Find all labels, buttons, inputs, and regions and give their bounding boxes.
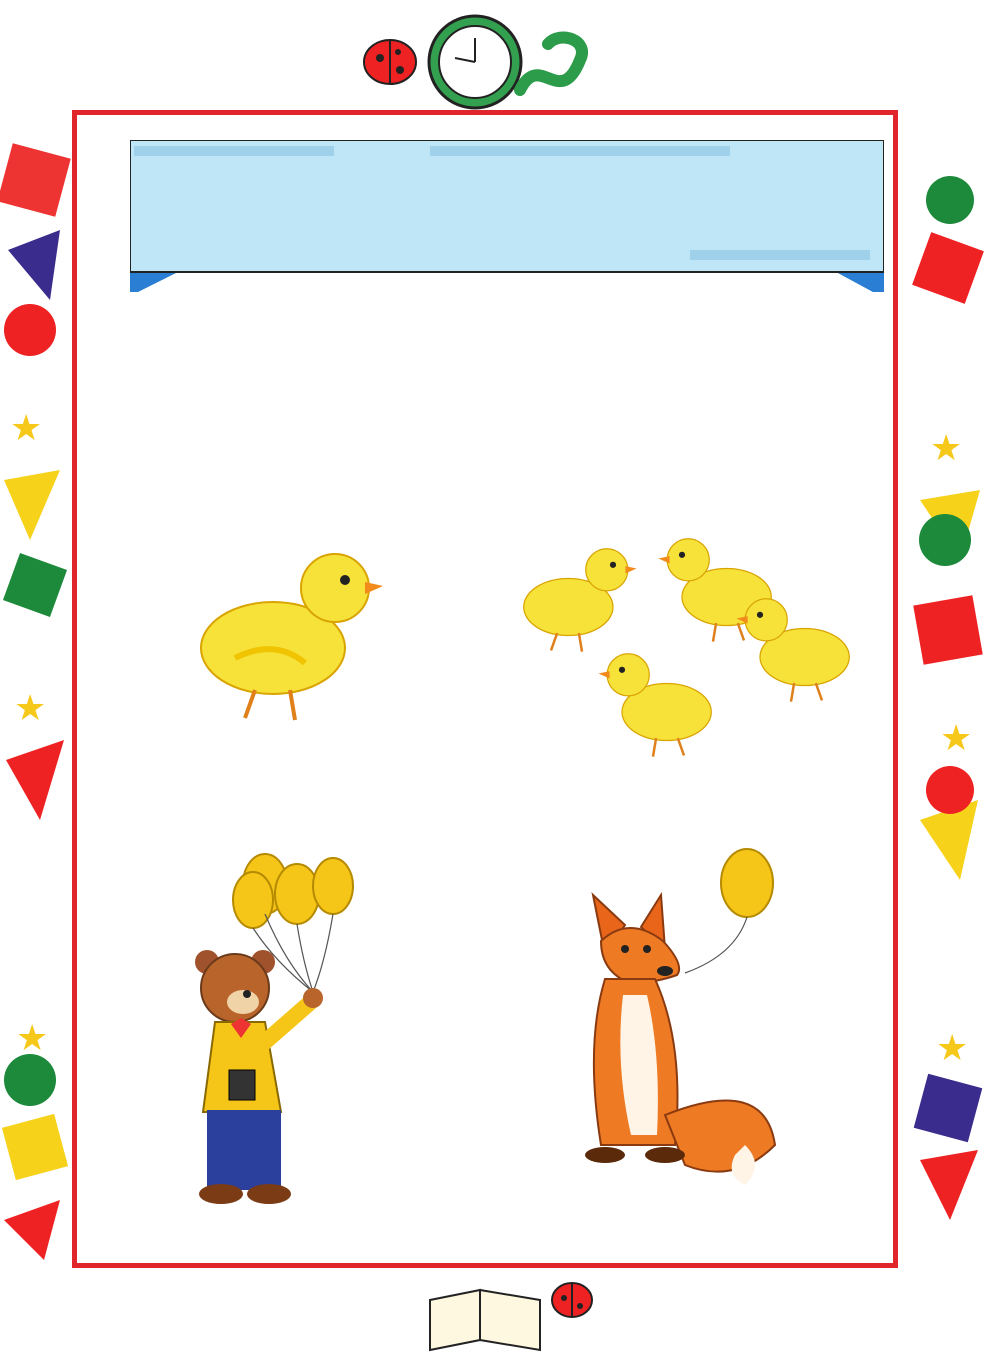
single-chick-illustration [195, 548, 385, 728]
svg-text:★: ★ [16, 1018, 49, 1059]
bear-with-balloons-illustration [185, 842, 355, 1212]
balloon-icon [685, 849, 773, 973]
ladybug-icon [364, 40, 416, 84]
title-banner [130, 140, 884, 292]
bottom-ladybug-icon [552, 1283, 592, 1317]
chick-icon [736, 599, 849, 702]
chick-icon [201, 554, 383, 720]
fox-icon [585, 895, 775, 1185]
svg-text:★: ★ [940, 718, 973, 759]
bear-icon [195, 950, 323, 1204]
fox-with-balloon-illustration [565, 845, 795, 1210]
many-chicks-illustration [515, 525, 855, 765]
chick-icon [598, 654, 711, 757]
alarm-clock-icon [429, 16, 521, 108]
svg-text:★: ★ [936, 1028, 969, 1069]
svg-text:★: ★ [930, 428, 963, 469]
svg-text:★: ★ [14, 688, 47, 729]
balloon-icon [233, 854, 353, 928]
svg-text:★: ★ [10, 408, 43, 449]
snake-icon [520, 37, 582, 90]
chick-icon [524, 549, 637, 652]
open-book-icon [430, 1290, 540, 1350]
